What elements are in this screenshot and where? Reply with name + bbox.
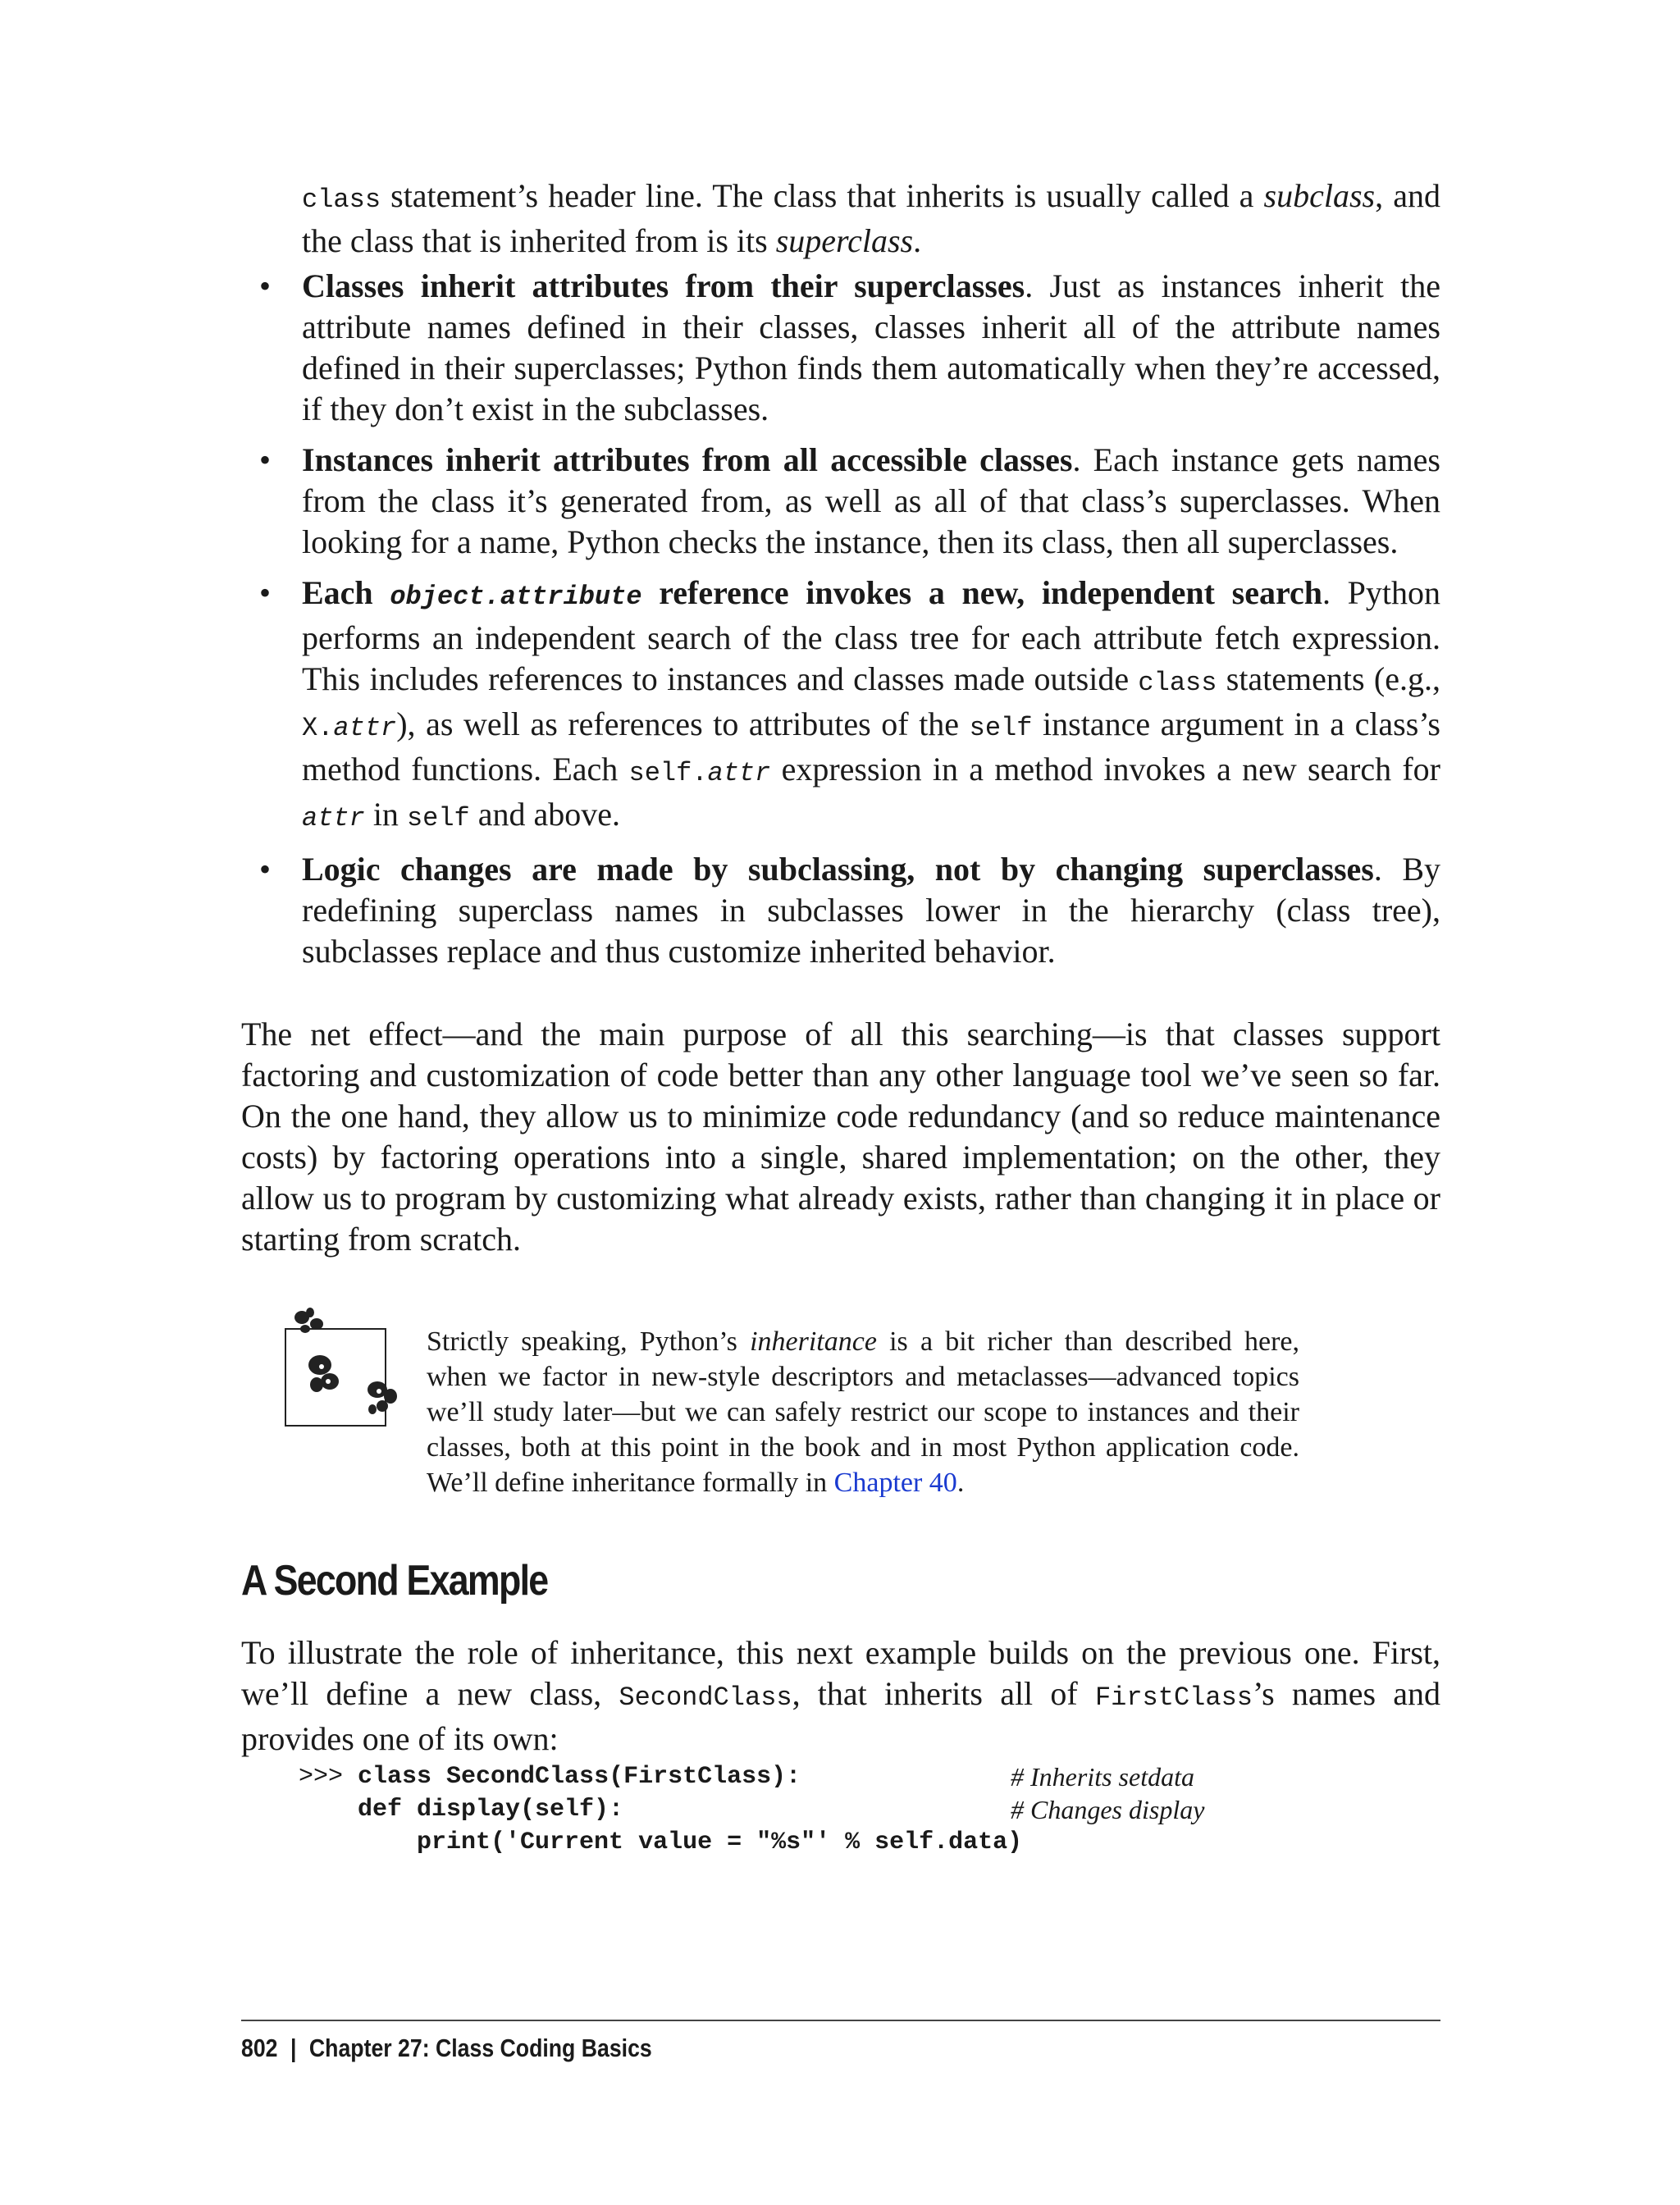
inline-code: attr: [302, 803, 365, 833]
code-line: def display(self):: [299, 1796, 624, 1824]
code-comment: # Inherits setdata: [1011, 1762, 1194, 1792]
inline-code: X.: [302, 713, 334, 743]
list-item: • Logic changes are made by subclassing, not by changing superclasses. By redefining superclass names in subclasses lower in the hierarchy (class tree), subclasses replace and thus customize inherited behavior.: [259, 851, 1440, 970]
bullet-icon: •: [259, 441, 272, 478]
prompt: >>>: [299, 1763, 358, 1791]
inline-code: self: [406, 803, 470, 833]
tip-icon: [281, 1303, 420, 1442]
inline-code: self.: [628, 758, 708, 788]
section-heading: A Second Example: [241, 1557, 548, 1605]
continued-bullet-text: class statement’s header line. The class that inherits is usually called a subclass, and the class that is inherited from is its superclass.: [302, 177, 1440, 259]
tip-note: Strictly speaking, Python’s inheritance is a bit richer than described here, when we factor in new-style descriptors and metaclasses—advanced topics we’ll study later—but we can safely restrict our scope to instances and their classes, both at this point in the book and in most Python application code. We’ll define inheritance formally in Chapter 40.: [427, 1326, 1300, 1498]
inline-code: class: [302, 185, 381, 215]
inline-code: FirstClass: [1094, 1682, 1253, 1713]
bullet-icon: •: [259, 267, 272, 304]
chapter-40-link[interactable]: Chapter 40: [833, 1468, 957, 1498]
inline-code: attr: [707, 758, 771, 788]
code-line: class SecondClass(FirstClass):: [358, 1763, 801, 1791]
code-listing: [299, 1760, 1022, 1859]
inline-code: class: [1138, 668, 1217, 698]
page-number: 802: [241, 2034, 278, 2062]
page-footer: [241, 2028, 652, 2069]
body-paragraph: The net effect—and the main purpose of all this searching—is that classes support factoring and customization of code better than any other language tool we’ve seen so far. On the one hand, they allow us to minimize code redundancy (and so reduce maintenance costs) by factoring operations into a single, shared implementation; on the other, they allow us to program by customizing what already exists, rather than changing it in place or starting from scratch.: [241, 1016, 1440, 1258]
code-line: print('Current value = "%s"' % self.data): [299, 1828, 1023, 1856]
list-item: • Each object.attribute reference invokes a new, independent search. Python performs an independent search of the class tree for each attribute fetch expression. This includes references to instances and classes made outside class statements (e.g., X.attr), as well as references to attributes of the self instance argument in a class’s method functions. Each self.attr expression in a method invokes a new search for attr in self and above.: [259, 574, 1440, 833]
chapter-title: Chapter 27: Class Coding Basics: [308, 2034, 652, 2062]
bullet-list: [259, 266, 1441, 972]
inline-code: object.attribute: [390, 582, 642, 612]
bullet-icon: •: [259, 851, 272, 888]
code-comment: # Changes display: [1011, 1795, 1205, 1824]
body-paragraph: To illustrate the role of inheritance, this next example builds on the previous one. First, we’ll define a new class, SecondClass, that inherits all of FirstClass’s names and provides one of its own:: [241, 1634, 1441, 1757]
footer-divider: [241, 2020, 1440, 2021]
inline-code: attr: [333, 713, 397, 743]
inline-code: self: [969, 713, 1033, 743]
list-item: • Classes inherit attributes from their superclasses. Just as instances inherit the attribute names defined in their classes, classes inherit all of the attribute names defined in their superclasses; Python finds them automatically when they’re accessed, if they don’t exist in the subclasses.: [259, 267, 1440, 427]
bullet-icon: •: [259, 574, 272, 611]
list-item: • Instances inherit attributes from all accessible classes. Each instance gets names from the class it’s generated from, as well as all of that class’s superclasses. When looking for a name, Python checks the instance, then its class, then all superclasses.: [259, 441, 1441, 560]
inline-code: SecondClass: [619, 1682, 792, 1713]
footer-separator: |: [290, 2034, 297, 2062]
